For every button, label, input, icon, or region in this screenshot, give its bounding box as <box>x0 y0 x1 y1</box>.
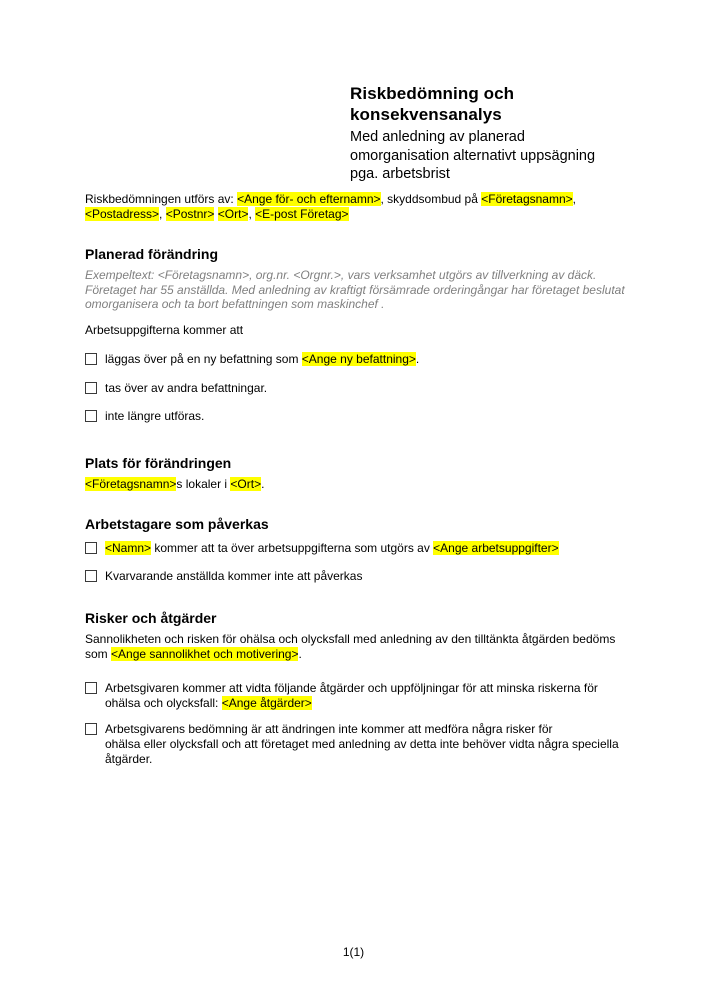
placeholder-highlight[interactable]: <Ange sannolikhet och motivering> <box>111 647 299 661</box>
checkbox-label <box>105 409 204 424</box>
text-line <box>105 722 619 737</box>
checkbox-tas-over[interactable] <box>85 382 97 394</box>
text-run: tas över av andra befattningar. <box>105 381 268 395</box>
placeholder-highlight[interactable]: <Ange ny befattning> <box>301 352 416 366</box>
placeholder-highlight[interactable]: <Ange för- och efternamn> <box>237 192 381 206</box>
text-run: ohälsa eller olycksfall och att företaget med anledning av detta inte behöver vidta några speciella <box>105 737 619 751</box>
checkbox-row-kvarvarande <box>85 569 362 584</box>
checkbox-row-inte-utforas <box>85 409 204 424</box>
text-run: , <box>159 207 166 221</box>
placeholder-highlight[interactable]: <Ange åtgärder> <box>221 696 312 710</box>
placeholder-highlight[interactable]: <Ort> <box>217 207 249 221</box>
checkbox-row-namn-tar-over <box>85 541 559 556</box>
text-run: , <box>248 207 256 221</box>
placeholder-highlight[interactable]: <Ange arbetsuppgifter> <box>433 541 559 555</box>
text-run: omorganisera och ta bort befattningen som maskinchef . <box>85 297 385 311</box>
text-run: Kvarvarande anställda kommer inte att påverkas <box>105 569 363 583</box>
text-line <box>105 737 619 752</box>
text-line <box>105 752 619 767</box>
text-run: som <box>85 647 112 661</box>
text-run: ohälsa och olycksfall: <box>105 696 222 710</box>
text-run: . <box>415 352 420 366</box>
text-run: Riskbedömningen utförs av: <box>85 192 238 206</box>
document-title: Riskbedömning och konsekvensanalys <box>350 84 515 124</box>
checkbox-row-tas-over <box>85 381 267 396</box>
text-run: Exempeltext: <Företagsnamn>, org.nr. <Orgnr.>, vars verksamhet utgörs av tillverkning av däck. <box>85 268 597 282</box>
text-line <box>85 207 576 222</box>
text-line <box>105 569 362 584</box>
placeholder-highlight[interactable]: <Ort> <box>230 477 262 491</box>
text-run: s lokaler i <box>176 477 231 491</box>
text-line <box>105 409 204 424</box>
checkbox-ingen-risk[interactable] <box>85 723 97 735</box>
section-heading-plats: Plats för förändringen <box>85 455 232 471</box>
title-block <box>350 84 626 184</box>
text-line <box>85 297 625 312</box>
checkbox-label <box>105 722 619 767</box>
section-heading-arbetstagare: Arbetstagare som påverkas <box>85 516 269 532</box>
risker-paragraph <box>85 632 615 662</box>
text-run: åtgärder. <box>105 752 153 766</box>
text-line <box>85 268 625 283</box>
checkbox-label <box>105 381 267 396</box>
placeholder-highlight[interactable]: <Företagsnamn> <box>481 192 573 206</box>
checkbox-label <box>105 681 598 711</box>
example-text <box>85 268 625 312</box>
text-run: , <box>572 192 576 206</box>
placeholder-highlight[interactable]: <E-post Företag> <box>255 207 349 221</box>
text-line <box>85 477 264 492</box>
text-line <box>85 647 615 662</box>
checkbox-atgarder[interactable] <box>85 682 97 694</box>
section-heading-planerad-forandring: Planerad förändring <box>85 246 219 262</box>
text-run: Företaget har 55 anställda. Med anledning av kraftigt försämrade orderingångar har företaget beslutat <box>85 282 625 297</box>
text-line <box>105 352 419 367</box>
text-run: . <box>298 647 302 661</box>
checkbox-ny-befattning[interactable] <box>85 353 97 365</box>
checkbox-label <box>105 352 419 367</box>
checkbox-kvarvarande[interactable] <box>85 570 97 582</box>
text-run: Arbetsgivaren kommer att vidta följande åtgärder och uppföljningar för att minska riskerna för <box>105 681 598 695</box>
checkbox-namn-tar-over[interactable] <box>85 542 97 554</box>
text-line <box>85 632 615 647</box>
intro-paragraph <box>85 192 576 222</box>
checkbox-inte-utforas[interactable] <box>85 410 97 422</box>
text-run: läggas över på en ny befattning som <box>105 352 302 366</box>
plats-text <box>85 477 264 492</box>
placeholder-highlight[interactable]: <Namn> <box>105 541 152 555</box>
text-run: Sannolikheten och risken för ohälsa och olycksfall med anledning av den tilltänkta åtgärden bedöms <box>85 632 616 646</box>
document-subtitle: Med anledning av planerad omorganisation alternativt uppsägning pga. arbetsbrist <box>350 129 596 182</box>
text-run: . <box>261 477 265 491</box>
text-line <box>105 681 598 696</box>
text-run: Arbetsgivarens bedömning är att ändringen inte kommer att medföra några risker för <box>105 722 553 736</box>
text-run: inte längre utföras. <box>105 409 205 423</box>
checkbox-label <box>105 569 362 584</box>
text-line <box>105 541 559 556</box>
text-line <box>85 283 625 298</box>
checkbox-row-atgarder <box>85 681 598 711</box>
text-run: , skyddsombud på <box>380 192 482 206</box>
text-line <box>85 192 576 207</box>
section-heading-risker: Risker och åtgärder <box>85 610 217 626</box>
checkbox-row-ingen-risk <box>85 722 619 767</box>
text-line <box>105 696 598 711</box>
tasks-label: Arbetsuppgifterna kommer att <box>85 323 244 337</box>
checkbox-row-ny-befattning <box>85 352 419 367</box>
text-line <box>105 381 267 396</box>
checkbox-label <box>105 541 559 556</box>
text-run: kommer att ta över arbetsuppgifterna som utgörs av <box>151 541 434 555</box>
page-number: 1(1) <box>342 945 365 959</box>
placeholder-highlight[interactable]: <Postnr> <box>165 207 215 221</box>
placeholder-highlight[interactable]: <Postadress> <box>85 207 160 221</box>
placeholder-highlight[interactable]: <Företagsnamn> <box>85 477 177 491</box>
